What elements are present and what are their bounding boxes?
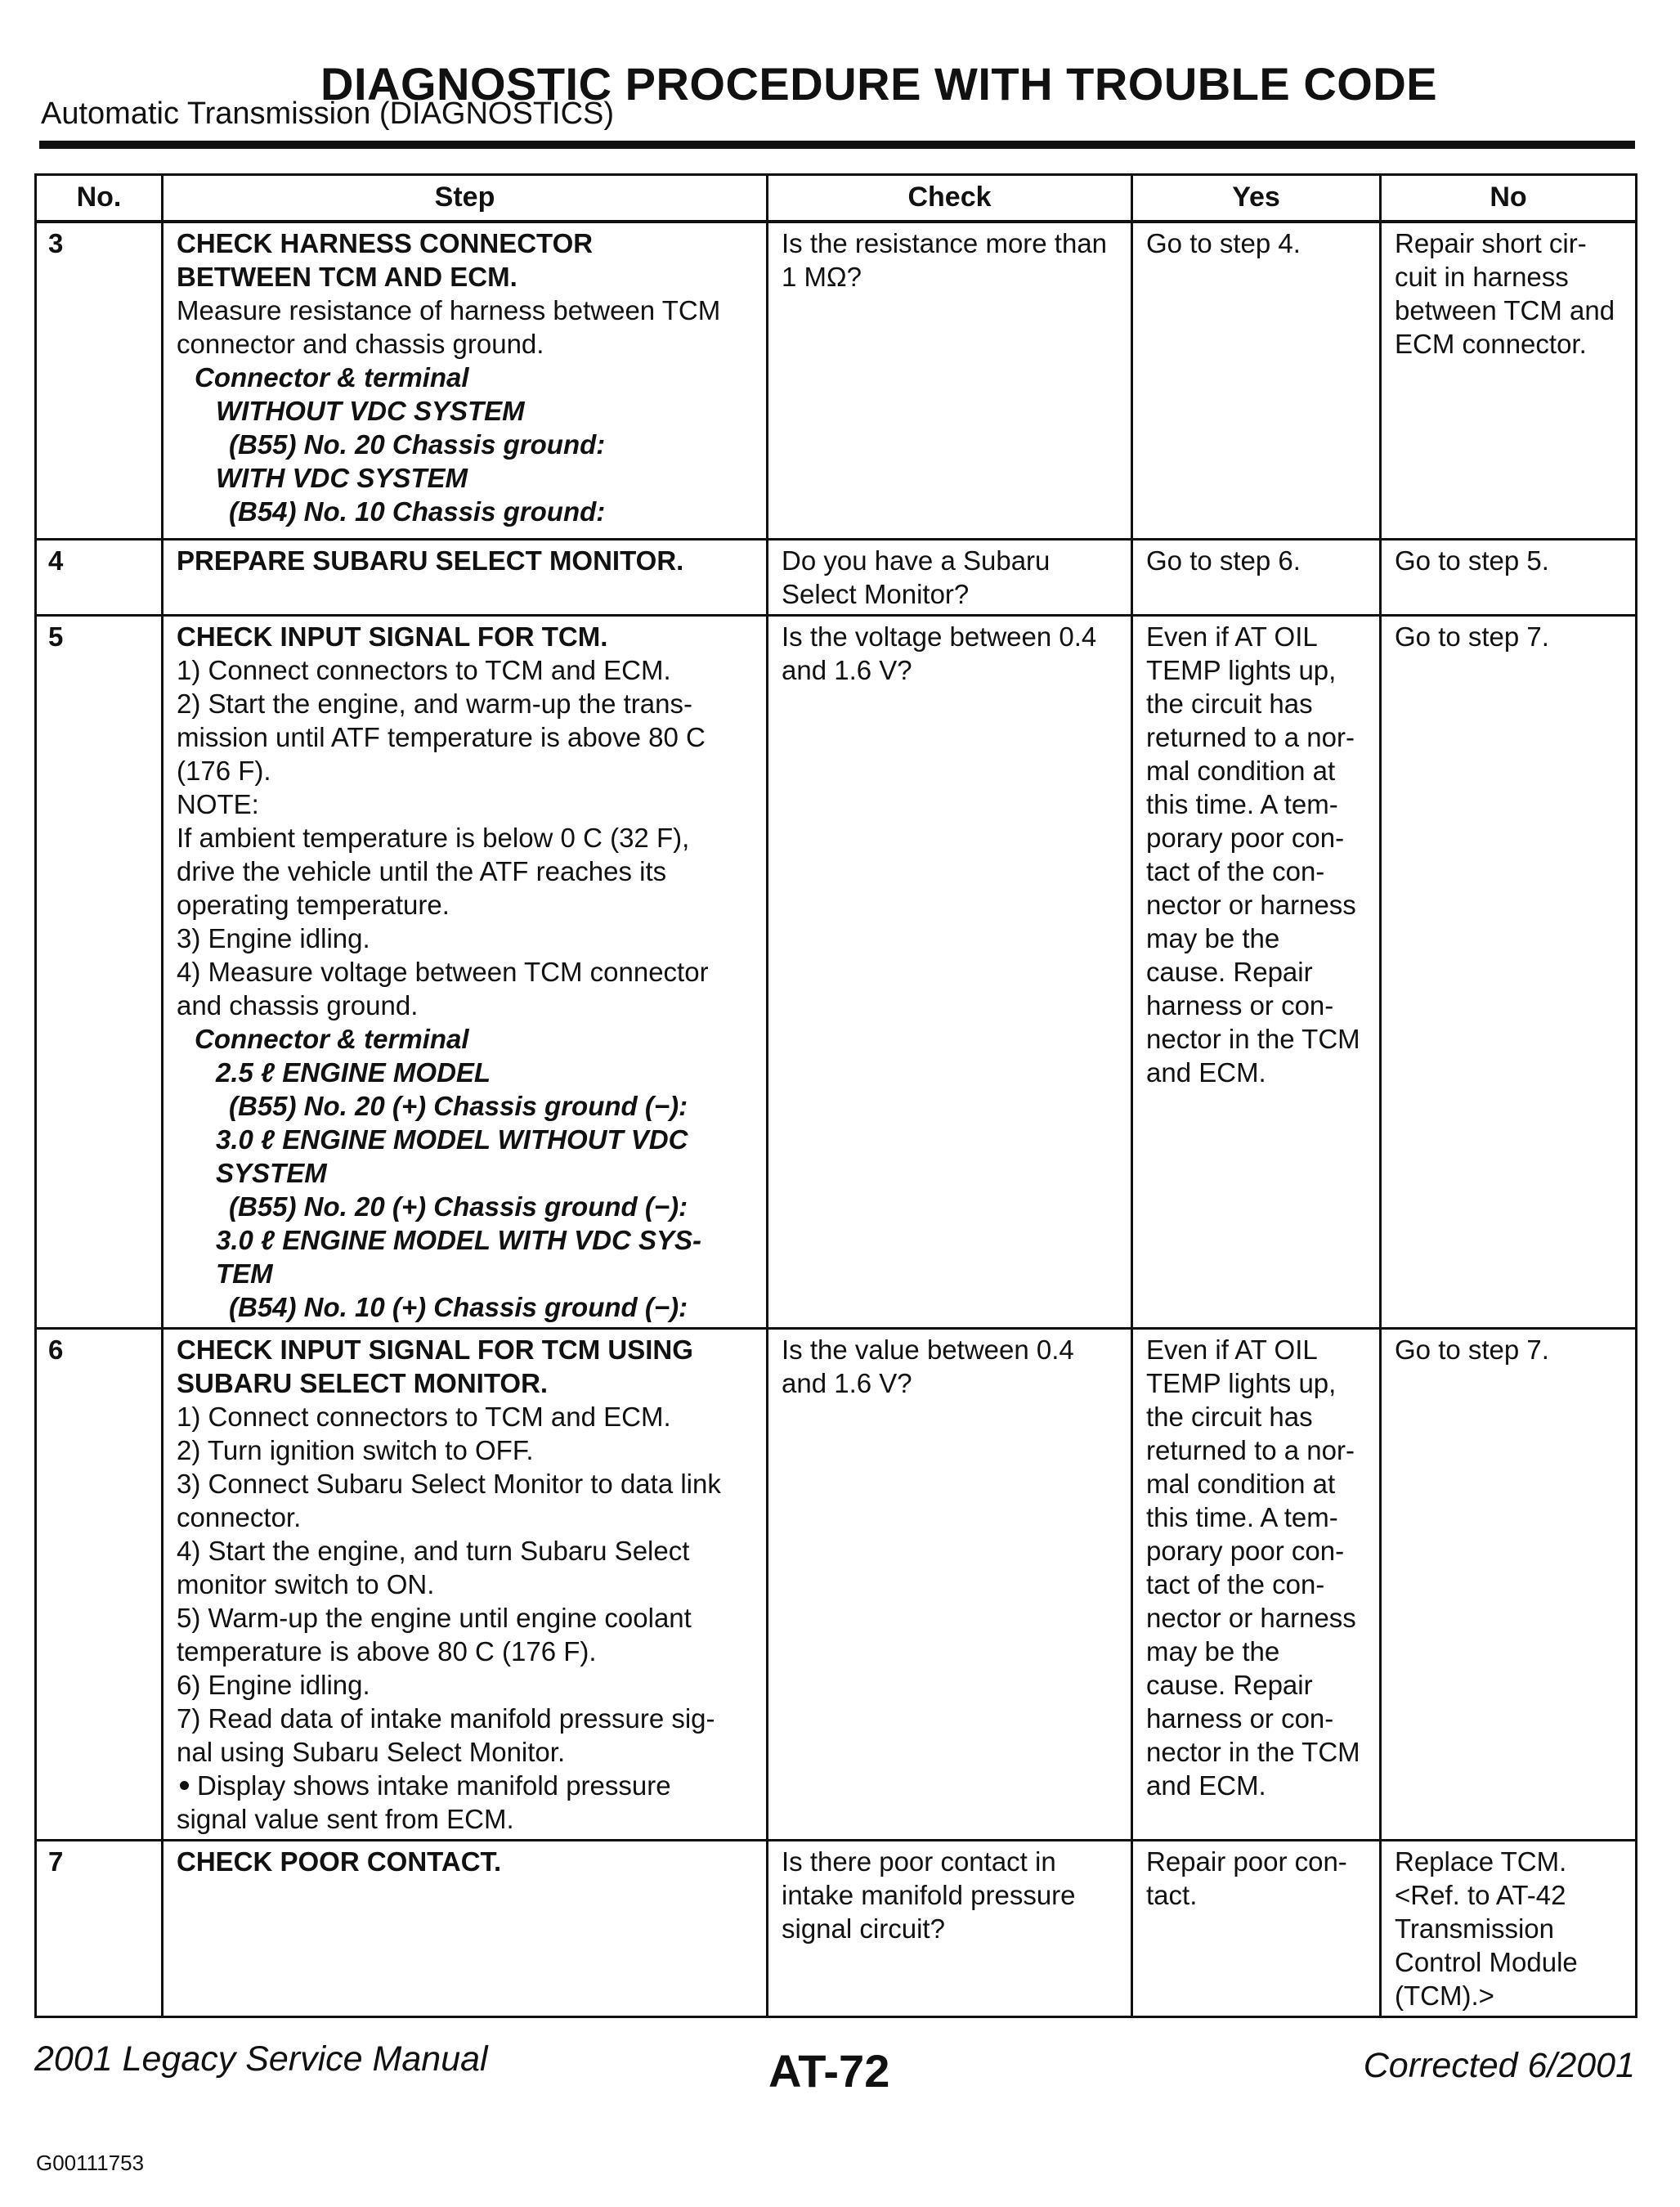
- step-line: 4) Start the engine, and turn Subaru Select: [177, 1535, 690, 1566]
- step-title: CHECK INPUT SIGNAL FOR TCM USING: [177, 1334, 693, 1365]
- step-number: 6: [36, 1328, 163, 1840]
- footer-manual-title: 2001 Legacy Service Manual: [34, 2039, 488, 2079]
- step-connector-terminal: (B55) No. 20 Chassis ground:: [229, 429, 606, 460]
- yes-line: the circuit has: [1146, 1401, 1313, 1432]
- yes-line: and ECM.: [1146, 1056, 1266, 1088]
- yes-cell: [1132, 222, 1381, 539]
- column-header-yes: Yes: [1132, 175, 1381, 222]
- step-line: 2) Turn ignition switch to OFF.: [177, 1434, 534, 1465]
- step-connector-label: Connector & terminal: [195, 362, 469, 393]
- yes-line: may be the: [1146, 922, 1280, 953]
- step-line: nal using Subaru Select Monitor.: [177, 1736, 566, 1767]
- yes-line: cause. Repair: [1146, 956, 1313, 987]
- column-header-step: Step: [163, 175, 768, 222]
- step-number: 4: [36, 539, 163, 615]
- table-row: [36, 615, 1637, 1328]
- no-line: between TCM and: [1395, 295, 1615, 325]
- yes-line: and ECM.: [1146, 1770, 1266, 1801]
- table-row: [36, 1840, 1637, 2016]
- step-title: BETWEEN TCM AND ECM.: [177, 262, 517, 292]
- check-line: Select Monitor?: [782, 578, 970, 609]
- no-cell: [1381, 222, 1637, 539]
- bullet-text: Display shows intake manifold pressure: [197, 1770, 671, 1801]
- check-line: 1 MΩ?: [782, 262, 862, 292]
- yes-line: the circuit has: [1146, 688, 1313, 719]
- no-line: (TCM).>: [1395, 1980, 1494, 2011]
- table-body: [36, 222, 1637, 2016]
- table-header-row: [36, 175, 1637, 222]
- table-row: [36, 1328, 1637, 1840]
- yes-line: Even if AT OIL: [1146, 621, 1318, 652]
- check-cell: [768, 1328, 1132, 1840]
- step-line: connector and chassis ground.: [177, 329, 544, 359]
- no-line: Go to step 7.: [1395, 621, 1549, 652]
- no-line: cuit in harness: [1395, 262, 1569, 292]
- step-connector-terminal: (B54) No. 10 (+) Chassis ground (−):: [229, 1291, 688, 1322]
- step-line: 4) Measure voltage between TCM connector: [177, 956, 709, 987]
- yes-cell: [1132, 615, 1381, 1328]
- step-title: CHECK INPUT SIGNAL FOR TCM.: [177, 621, 608, 652]
- table-row: [36, 222, 1637, 539]
- step-line: 2) Start the engine, and warm-up the trans-: [177, 688, 692, 719]
- page-subtitle: Automatic Transmission (DIAGNOSTICS): [41, 96, 615, 131]
- step-connector-model: WITH VDC SYSTEM: [216, 463, 468, 493]
- yes-line: cause. Repair: [1146, 1669, 1313, 1700]
- check-cell: [768, 1840, 1132, 2016]
- step-line: NOTE:: [177, 788, 259, 819]
- yes-line: tact of the con-: [1146, 855, 1325, 886]
- yes-line: harness or con-: [1146, 1702, 1334, 1734]
- yes-line: nector or harness: [1146, 1602, 1356, 1633]
- step-title: CHECK HARNESS CONNECTOR: [177, 228, 594, 258]
- check-line: signal circuit?: [782, 1913, 945, 1944]
- step-connector-label: Connector & terminal: [195, 1023, 469, 1054]
- footer-corrected-date: Corrected 6/2001: [1363, 2046, 1635, 2085]
- step-line: signal value sent from ECM.: [177, 1803, 514, 1834]
- step-line: 1) Connect connectors to TCM and ECM.: [177, 1401, 671, 1432]
- step-line: If ambient temperature is below 0 C (32 F),: [177, 822, 690, 853]
- yes-cell: [1132, 1840, 1381, 2016]
- yes-line: harness or con-: [1146, 989, 1334, 1021]
- check-line: intake manifold pressure: [782, 1879, 1076, 1910]
- yes-cell: [1132, 539, 1381, 615]
- no-line: Transmission: [1395, 1913, 1554, 1944]
- step-line: 3) Engine idling.: [177, 922, 370, 953]
- step-line: temperature is above 80 C (176 F).: [177, 1635, 597, 1666]
- step-line: 3) Connect Subaru Select Monitor to data link: [177, 1468, 721, 1499]
- yes-line: Even if AT OIL: [1146, 1334, 1318, 1365]
- step-line: (176 F).: [177, 755, 271, 786]
- yes-cell: [1132, 1328, 1381, 1840]
- check-line: and 1.6 V?: [782, 654, 912, 685]
- step-line: connector.: [177, 1501, 302, 1532]
- check-cell: [768, 539, 1132, 615]
- step-connector-model: TEM: [216, 1258, 273, 1289]
- yes-line: this time. A tem-: [1146, 1501, 1338, 1532]
- column-header-check: Check: [768, 175, 1132, 222]
- yes-line: Go to step 6.: [1146, 545, 1301, 576]
- yes-line: tact.: [1146, 1879, 1198, 1910]
- diagnostic-table: [34, 173, 1637, 2018]
- step-cell: [163, 539, 768, 615]
- yes-line: tact of the con-: [1146, 1568, 1325, 1599]
- table-row: [36, 539, 1637, 615]
- step-line: and chassis ground.: [177, 989, 419, 1021]
- check-line: Is the resistance more than: [782, 228, 1108, 258]
- step-line: 6) Engine idling.: [177, 1669, 370, 1700]
- step-line: 7) Read data of intake manifold pressure sig-: [177, 1702, 715, 1734]
- bullet-icon: [180, 1781, 189, 1790]
- yes-line: nector in the TCM: [1146, 1736, 1360, 1767]
- no-cell: [1381, 539, 1637, 615]
- check-line: Is the value between 0.4: [782, 1334, 1074, 1365]
- step-connector-model: 3.0 ℓ ENGINE MODEL WITHOUT VDC: [216, 1124, 688, 1155]
- no-cell: [1381, 1328, 1637, 1840]
- step-line: mission until ATF temperature is above 80 C: [177, 721, 706, 752]
- document-code: G00111753: [36, 2151, 145, 2175]
- header-divider: [39, 141, 1635, 149]
- step-connector-terminal: (B55) No. 20 (+) Chassis ground (−):: [229, 1090, 688, 1121]
- step-title: PREPARE SUBARU SELECT MONITOR.: [177, 545, 684, 576]
- step-line: drive the vehicle until the ATF reaches its: [177, 855, 667, 886]
- no-line: ECM connector.: [1395, 329, 1587, 359]
- check-cell: [768, 222, 1132, 539]
- step-line: 1) Connect connectors to TCM and ECM.: [177, 654, 671, 685]
- no-cell: [1381, 1840, 1637, 2016]
- step-cell: [163, 1840, 768, 2016]
- step-cell: [163, 222, 768, 539]
- no-line: Replace TCM.: [1395, 1846, 1567, 1877]
- check-cell: [768, 615, 1132, 1328]
- step-connector-terminal: (B54) No. 10 Chassis ground:: [229, 496, 606, 527]
- step-title: CHECK POOR CONTACT.: [177, 1846, 502, 1877]
- check-line: Is the voltage between 0.4: [782, 621, 1097, 652]
- check-line: Is there poor contact in: [782, 1846, 1056, 1877]
- step-cell: [163, 615, 768, 1328]
- step-title: SUBARU SELECT MONITOR.: [177, 1367, 549, 1398]
- step-cell: [163, 1328, 768, 1840]
- no-line: Go to step 7.: [1395, 1334, 1549, 1365]
- column-header-no: No.: [36, 175, 163, 222]
- yes-line: porary poor con-: [1146, 1535, 1345, 1566]
- column-header-no-action: No: [1381, 175, 1637, 222]
- yes-line: this time. A tem-: [1146, 788, 1338, 819]
- no-cell: [1381, 615, 1637, 1328]
- yes-line: Go to step 4.: [1146, 228, 1301, 258]
- step-line: operating temperature.: [177, 889, 450, 920]
- yes-line: TEMP lights up,: [1146, 1367, 1337, 1398]
- yes-line: nector or harness: [1146, 889, 1356, 920]
- step-line: Measure resistance of harness between TCM: [177, 295, 721, 325]
- yes-line: may be the: [1146, 1635, 1280, 1666]
- step-connector-model: WITHOUT VDC SYSTEM: [216, 396, 525, 426]
- footer-page-number: AT-72: [768, 2045, 890, 2097]
- yes-line: returned to a nor-: [1146, 721, 1355, 752]
- no-line: Repair short cir-: [1395, 228, 1587, 258]
- step-connector-model: 2.5 ℓ ENGINE MODEL: [216, 1056, 491, 1088]
- yes-line: mal condition at: [1146, 755, 1336, 786]
- check-line: Do you have a Subaru: [782, 545, 1051, 576]
- yes-line: nector in the TCM: [1146, 1023, 1360, 1054]
- step-number: 7: [36, 1840, 163, 2016]
- yes-line: mal condition at: [1146, 1468, 1336, 1499]
- step-bullet-line: [177, 1769, 751, 1802]
- no-line: <Ref. to AT-42: [1395, 1879, 1566, 1910]
- step-line: monitor switch to ON.: [177, 1568, 435, 1599]
- yes-line: Repair poor con-: [1146, 1846, 1347, 1877]
- yes-line: TEMP lights up,: [1146, 654, 1337, 685]
- no-line: Go to step 5.: [1395, 545, 1549, 576]
- step-connector-terminal: (B55) No. 20 (+) Chassis ground (−):: [229, 1191, 688, 1222]
- step-number: 3: [36, 222, 163, 539]
- page-title: DIAGNOSTIC PROCEDURE WITH TROUBLE CODE: [320, 58, 1438, 110]
- step-line: 5) Warm-up the engine until engine coolant: [177, 1602, 692, 1633]
- check-line: and 1.6 V?: [782, 1367, 912, 1398]
- step-connector-model: SYSTEM: [216, 1157, 327, 1188]
- no-line: Control Module: [1395, 1946, 1578, 1977]
- step-number: 5: [36, 615, 163, 1328]
- yes-line: returned to a nor-: [1146, 1434, 1355, 1465]
- step-connector-model: 3.0 ℓ ENGINE MODEL WITH VDC SYS-: [216, 1224, 701, 1255]
- yes-line: porary poor con-: [1146, 822, 1345, 853]
